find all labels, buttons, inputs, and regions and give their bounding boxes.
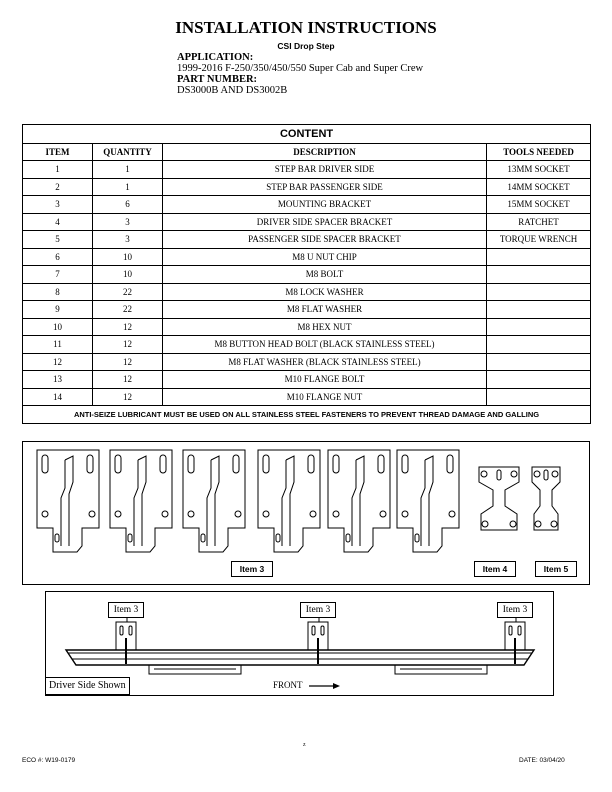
install-item-label: Item 3 — [497, 602, 533, 618]
tool-cell — [487, 283, 591, 301]
quantity-cell: 12 — [93, 336, 163, 354]
parts-figure — [22, 441, 590, 585]
anti-seize-warning: ANTI-SEIZE LUBRICANT MUST BE USED ON ALL STAINLESS STEEL FASTENERS TO PREVENT THREAD DAMAGE AND GALLING — [23, 406, 591, 424]
description-cell: PASSENGER SIDE SPACER BRACKET — [163, 231, 487, 249]
quantity-cell: 10 — [93, 266, 163, 284]
item-cell: 5 — [23, 231, 93, 249]
quantity-cell: 12 — [93, 371, 163, 389]
passenger-spacer-bracket — [532, 467, 560, 530]
item-5-label: Item 5 — [535, 561, 577, 577]
table-heading: CONTENT — [23, 125, 591, 144]
quantity-cell: 12 — [93, 318, 163, 336]
description-cell: M8 HEX NUT — [163, 318, 487, 336]
table-row — [23, 388, 591, 406]
description-cell: M8 U NUT CHIP — [163, 248, 487, 266]
item-cell: 9 — [23, 301, 93, 319]
mounting-bracket — [183, 450, 245, 552]
item-cell: 12 — [23, 353, 93, 371]
tool-cell — [487, 318, 591, 336]
description-cell: M8 FLAT WASHER — [163, 301, 487, 319]
front-arrow-icon — [309, 683, 340, 689]
quantity-cell: 22 — [93, 301, 163, 319]
column-header-description: DESCRIPTION — [163, 144, 487, 161]
tool-cell — [487, 353, 591, 371]
table-row — [23, 353, 591, 371]
mounting-bracket — [308, 622, 328, 664]
item-cell: 6 — [23, 248, 93, 266]
column-header-item: ITEM — [23, 144, 93, 161]
mounting-bracket — [258, 450, 320, 552]
driver-side-label: Driver Side Shown — [45, 677, 130, 695]
table-row — [23, 283, 591, 301]
table-row — [23, 318, 591, 336]
description-cell: STEP BAR DRIVER SIDE — [163, 161, 487, 179]
description-cell: M8 FLAT WASHER (BLACK STAINLESS STEEL) — [163, 353, 487, 371]
quantity-cell: 1 — [93, 178, 163, 196]
front-label: FRONT — [273, 680, 303, 690]
mounting-bracket — [328, 450, 390, 552]
mounting-bracket — [37, 450, 99, 552]
tool-cell: 14MM SOCKET — [487, 178, 591, 196]
table-row — [23, 371, 591, 389]
table-row — [23, 213, 591, 231]
table-row — [23, 336, 591, 354]
application-info — [177, 52, 423, 96]
tool-cell — [487, 371, 591, 389]
application-label: APPLICATION: — [177, 52, 254, 63]
document-date: DATE: 03/04/20 — [519, 757, 565, 764]
item-cell: 14 — [23, 388, 93, 406]
item-cell: 8 — [23, 283, 93, 301]
description-cell: M8 BUTTON HEAD BOLT (BLACK STAINLESS STEEL) — [163, 336, 487, 354]
tool-cell: RATCHET — [487, 213, 591, 231]
description-cell: DRIVER SIDE SPACER BRACKET — [163, 213, 487, 231]
part-number-label: PART NUMBER: — [177, 74, 258, 85]
document-title: INSTALLATION INSTRUCTIONS — [175, 18, 437, 37]
table-row — [23, 248, 591, 266]
tool-cell — [487, 336, 591, 354]
description-cell: STEP BAR PASSENGER SIDE — [163, 178, 487, 196]
item-cell: 7 — [23, 266, 93, 284]
item-4-label: Item 4 — [474, 561, 516, 577]
quantity-cell: 3 — [93, 231, 163, 249]
item-cell: 1 — [23, 161, 93, 179]
item-cell: 2 — [23, 178, 93, 196]
quantity-cell: 22 — [93, 283, 163, 301]
item-cell: 10 — [23, 318, 93, 336]
tool-cell: 13MM SOCKET — [487, 161, 591, 179]
quantity-cell: 6 — [93, 196, 163, 214]
table-row — [23, 231, 591, 249]
quantity-cell: 10 — [93, 248, 163, 266]
description-cell: M8 BOLT — [163, 266, 487, 284]
document-subtitle: CSI Drop Step — [277, 41, 335, 51]
description-cell: M10 FLANGE BOLT — [163, 371, 487, 389]
table-row — [23, 301, 591, 319]
table-row — [23, 178, 591, 196]
mounting-bracket — [505, 622, 525, 664]
install-item-label: Item 3 — [108, 602, 144, 618]
content-table — [22, 124, 591, 424]
mounting-bracket — [110, 450, 172, 552]
tool-cell — [487, 301, 591, 319]
driver-spacer-bracket — [479, 467, 519, 530]
quantity-cell: 12 — [93, 353, 163, 371]
tool-cell: 15MM SOCKET — [487, 196, 591, 214]
eco-number: ECO #: W19-0179 — [22, 757, 76, 764]
column-header-tools: TOOLS NEEDED — [487, 144, 591, 161]
part-number-value: DS3000B AND DS3002B — [177, 85, 288, 96]
description-cell: M8 LOCK WASHER — [163, 283, 487, 301]
tool-cell — [487, 388, 591, 406]
item-cell: 11 — [23, 336, 93, 354]
application-value: 1999-2016 F-250/350/450/550 Super Cab and Super Crew — [177, 63, 424, 74]
item-3-label: Item 3 — [231, 561, 273, 577]
description-cell: MOUNTING BRACKET — [163, 196, 487, 214]
table-row — [23, 161, 591, 179]
mounting-bracket — [397, 450, 459, 552]
table-row — [23, 266, 591, 284]
mounting-bracket — [116, 622, 136, 664]
quantity-cell: 12 — [93, 388, 163, 406]
table-row — [23, 196, 591, 214]
quantity-cell: 3 — [93, 213, 163, 231]
install-item-label: Item 3 — [300, 602, 336, 618]
item-cell: 13 — [23, 371, 93, 389]
tool-cell — [487, 248, 591, 266]
item-cell: 3 — [23, 196, 93, 214]
description-cell: M10 FLANGE NUT — [163, 388, 487, 406]
quantity-cell: 1 — [93, 161, 163, 179]
column-header-quantity: QUANTITY — [93, 144, 163, 161]
tool-cell — [487, 266, 591, 284]
page-mark: z — [303, 742, 306, 748]
tool-cell: TORQUE WRENCH — [487, 231, 591, 249]
item-cell: 4 — [23, 213, 93, 231]
